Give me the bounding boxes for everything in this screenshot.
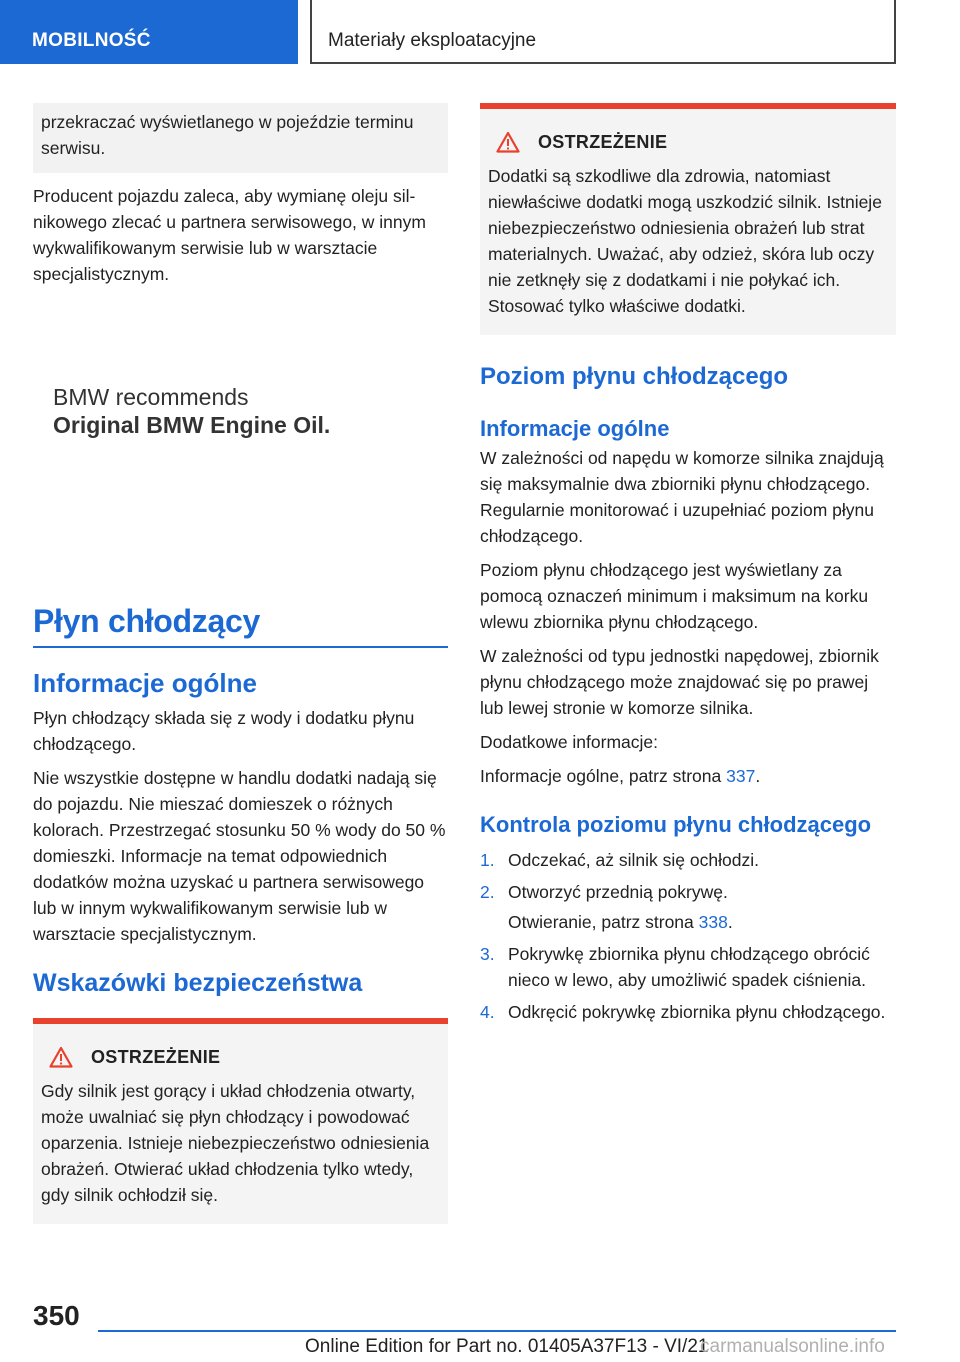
step-text: Odczekać, aż silnik się ochłodzi. (508, 850, 759, 870)
warning-title (496, 129, 888, 155)
warning-title-text: OSTRZEŻENIE (91, 1047, 221, 1067)
heading-coolant: Płyn chłodzący (33, 603, 448, 648)
list-item (480, 941, 896, 993)
section-tab: MOBILNOŚĆ (0, 0, 298, 64)
level-paragraph-2: Poziom płynu chłodzącego jest wyświetlany za pomocą oznaczeń minimum i maksimum na korku wlewu zbiornika płynu chłodzącego. (480, 560, 869, 632)
ref-text: Informacje ogólne, patrz strona (480, 766, 727, 786)
heading-check-level: Kontrola poziomu płynu chłodzącego (480, 812, 872, 837)
list-item (480, 879, 896, 905)
list-item (480, 847, 896, 873)
warning-triangle-icon (49, 1046, 73, 1068)
level-paragraph-4: Dodatkowe informacje: (480, 732, 658, 752)
logo-line-1: BMW recommends (53, 384, 249, 410)
step-text: Otworzyć przednią pokrywę. (508, 882, 728, 902)
step-text: Pokrywkę zbiornika płynu chłodzącego obrócić nieco w lewo, aby umożliwić spadek ciśnienia. (508, 944, 870, 990)
list-item (480, 999, 896, 1025)
continued-note-text: przekraczać wyświetlanego w pojeździe terminu serwisu. (41, 112, 414, 158)
step-number: 3. (480, 944, 495, 964)
step-number: 2. (480, 882, 495, 902)
coolant-paragraph-2: Nie wszystkie dostępne w handlu dodatki nadają się do pojazdu. Nie mieszać domieszek o różnych kolorach. Przestrzegać stosunku 50 % wody do 50 % domieszki. Informacje na temat odpowiednich dodatków można uzyskać u partnera serwisowego lub w innym wykwalifikowanym serwisie lub w warsztacie specjalistycznym. (33, 768, 446, 944)
level-paragraph-1: W zależności od napędu w komorze silnika znajdują się maksymalnie dwa zbiorniki płynu chłodzącego. Regularnie monitorować i uzupełniać poziom płynu chłodzącego. (480, 448, 884, 546)
step-text: Odkręcić pokrywkę zbiornika płynu chłodzącego. (508, 1002, 886, 1022)
warning-text: Gdy silnik jest gorący i układ chłodzenia otwarty, może uwalniać się płyn chłodzący i powodować oparzenia. Istnieje niebezpieczeństwo odniesienia obrażeń. Otwierać układ chłodzenia tylko wtedy, gdy silnik ochłodził się. (41, 1081, 430, 1205)
warning-title-text: OSTRZEŻENIE (538, 132, 668, 152)
page-number: 350 (33, 1300, 80, 1331)
footer-rule (98, 1330, 896, 1332)
level-paragraph-5 (480, 763, 896, 789)
page-link-338[interactable]: 338 (698, 912, 728, 932)
step-number: 4. (480, 1002, 495, 1022)
ref-end: . (755, 766, 761, 786)
warning-box-hot-engine (33, 1018, 448, 1224)
recommendation-paragraph: Producent pojazdu zaleca, aby wymianę oleju silnikowego zlecać u partnera serwisowego, w innym wykwalifikowanym serwisie lub w warsztacie specjalistycznym. (33, 186, 426, 284)
heading-general-info-right: Informacje ogólne (480, 416, 670, 441)
logo-line-2: Original BMW Engine Oil. (53, 412, 331, 438)
page-link-337[interactable]: 337 (726, 766, 756, 786)
chapter-title: Materiały eksploatacyjne (310, 0, 896, 64)
coolant-paragraph-1: Płyn chłodzący składa się z wody i dodatku płynu chłodzącego. (33, 708, 415, 754)
heading-coolant-level: Poziom płynu chłodzącego (480, 363, 789, 390)
ref-end: . (727, 912, 733, 932)
level-paragraph-3: W zależności od typu jednostki napędowej, zbiornik płynu chłodzącego może znajdować się po prawej lub lewej stronie w komorze silnika. (480, 646, 879, 718)
heading-general-info: Informacje ogólne (33, 668, 257, 698)
steps-list (480, 847, 896, 1025)
footer-watermark: carmanualsonline.info (700, 1336, 885, 1357)
warning-title (49, 1044, 440, 1070)
bmw-oil-logo (53, 383, 448, 603)
warning-text: Dodatki są szkodliwe dla zdrowia, natomiast niewłaściwe dodatki mogą uszkodzić silnik. Istnieje niebezpieczeństwo odniesienia obrażeń lub strat materialnych. Uważać, aby odzież, skóra lub oczy nie zetknęły się z dodatkami i nie połykać ich. Stosować tylko właściwe dodatki. (488, 166, 882, 316)
right-column (480, 103, 896, 1031)
warning-box-additives (480, 103, 896, 335)
ref-text: Otwieranie, patrz strona (508, 912, 699, 932)
step-2-reference (480, 909, 896, 935)
warning-triangle-icon (496, 131, 520, 153)
footer-edition: Online Edition for Part no. 01405A37F13 - VI/21 (305, 1336, 709, 1357)
continued-note-box (33, 103, 448, 173)
step-number: 1. (480, 850, 495, 870)
left-column (33, 103, 448, 1224)
heading-safety: Wskazówki bezpieczeństwa (33, 969, 363, 997)
